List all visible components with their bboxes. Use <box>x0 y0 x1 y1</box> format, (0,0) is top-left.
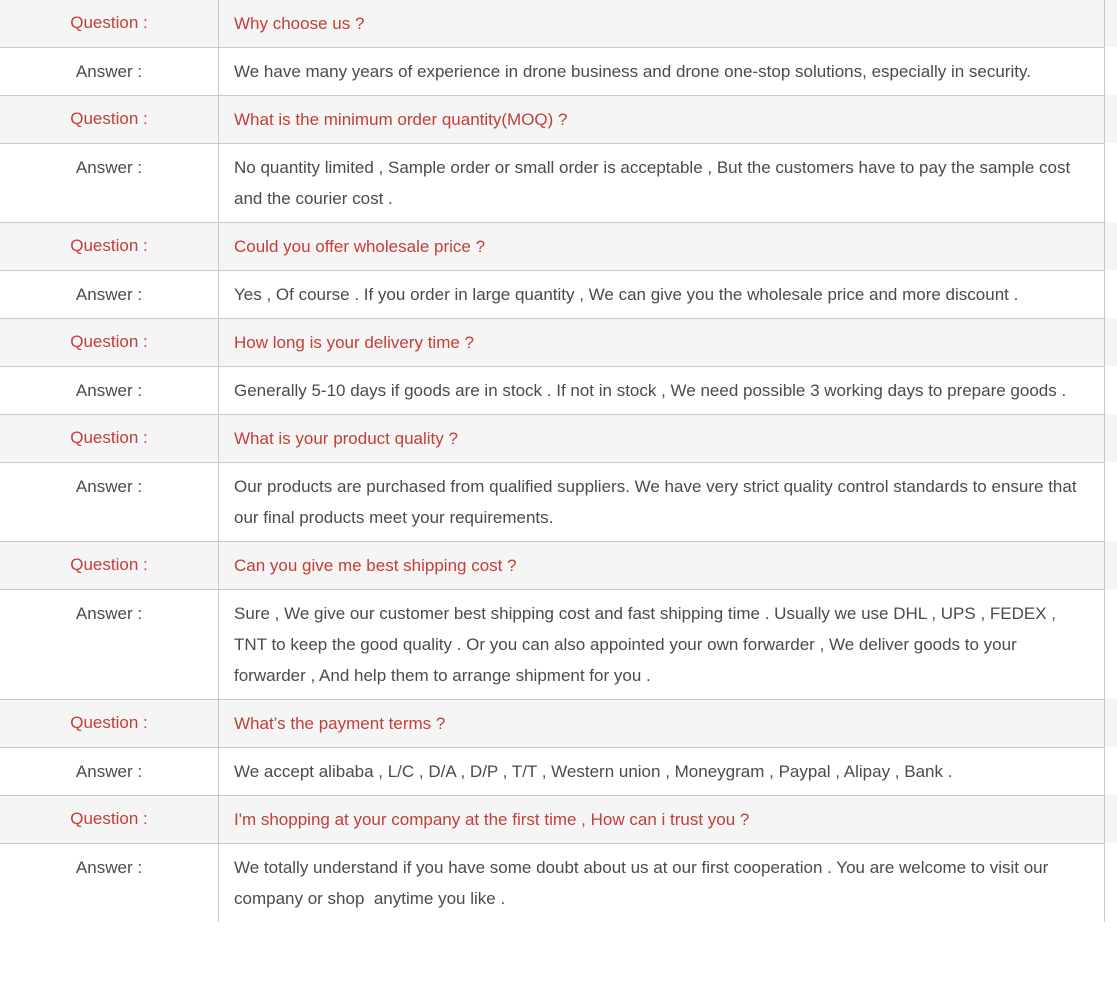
question-label: Question : <box>0 414 219 462</box>
faq-answer-row <box>0 366 1117 414</box>
question-label: Question : <box>0 699 219 747</box>
faq-answer-row <box>0 270 1117 318</box>
question-label: Question : <box>0 95 219 143</box>
row-right-gutter <box>1105 222 1117 270</box>
faq-answer-row <box>0 747 1117 795</box>
answer-label: Answer : <box>0 747 219 795</box>
question-text: How long is your delivery time ? <box>219 318 1105 366</box>
row-right-gutter <box>1105 0 1117 47</box>
row-right-gutter <box>1105 795 1117 843</box>
answer-text: We totally understand if you have some doubt about us at our first cooperation . You are welcome to visit our company or shop anytime you like . <box>219 843 1105 922</box>
faq-question-row <box>0 699 1117 747</box>
question-label: Question : <box>0 541 219 589</box>
question-label: Question : <box>0 222 219 270</box>
faq-question-row <box>0 795 1117 843</box>
faq-answer-row <box>0 47 1117 95</box>
row-right-gutter <box>1105 747 1117 795</box>
answer-label: Answer : <box>0 270 219 318</box>
answer-text: Generally 5-10 days if goods are in stock . If not in stock , We need possible 3 working days to prepare goods . <box>219 366 1105 414</box>
faq-answer-row <box>0 462 1117 541</box>
row-right-gutter <box>1105 843 1117 922</box>
question-text: What is your product quality ? <box>219 414 1105 462</box>
row-right-gutter <box>1105 414 1117 462</box>
faq-answer-row <box>0 843 1117 922</box>
answer-text: We accept alibaba , L/C , D/A , D/P , T/T , Western union , Moneygram , Paypal , Alipay , Bank . <box>219 747 1105 795</box>
question-text: What’s the payment terms ? <box>219 699 1105 747</box>
faq-question-row <box>0 0 1117 47</box>
row-right-gutter <box>1105 589 1117 699</box>
question-text: Why choose us ? <box>219 0 1105 47</box>
row-right-gutter <box>1105 366 1117 414</box>
row-right-gutter <box>1105 699 1117 747</box>
question-text: Can you give me best shipping cost ? <box>219 541 1105 589</box>
faq-answer-row <box>0 589 1117 699</box>
answer-text: Our products are purchased from qualified suppliers. We have very strict quality control standards to ensure that our final products meet your requirements. <box>219 462 1105 541</box>
question-text: What is the minimum order quantity(MOQ) ? <box>219 95 1105 143</box>
answer-text: No quantity limited , Sample order or small order is acceptable , But the customers have to pay the sample cost and the courier cost . <box>219 143 1105 222</box>
answer-label: Answer : <box>0 589 219 699</box>
answer-label: Answer : <box>0 366 219 414</box>
row-right-gutter <box>1105 95 1117 143</box>
row-right-gutter <box>1105 318 1117 366</box>
question-text: Could you offer wholesale price ? <box>219 222 1105 270</box>
answer-text: Sure , We give our customer best shipping cost and fast shipping time . Usually we use DHL , UPS , FEDEX , TNT to keep the good quality . Or you can also appointed your own forwarder , We deliver goods to your forwarder , And help them to arrange shipment for you . <box>219 589 1105 699</box>
answer-text: Yes , Of course . If you order in large quantity , We can give you the wholesale price and more discount . <box>219 270 1105 318</box>
answer-label: Answer : <box>0 47 219 95</box>
faq-question-row <box>0 318 1117 366</box>
row-right-gutter <box>1105 47 1117 95</box>
answer-label: Answer : <box>0 143 219 222</box>
faq-question-row <box>0 541 1117 589</box>
question-label: Question : <box>0 795 219 843</box>
faq-question-row <box>0 222 1117 270</box>
row-right-gutter <box>1105 462 1117 541</box>
row-right-gutter <box>1105 270 1117 318</box>
answer-text: We have many years of experience in drone business and drone one-stop solutions, especially in security. <box>219 47 1105 95</box>
answer-label: Answer : <box>0 843 219 922</box>
faq-question-row <box>0 414 1117 462</box>
answer-label: Answer : <box>0 462 219 541</box>
question-text: I'm shopping at your company at the first time , How can i trust you ? <box>219 795 1105 843</box>
row-right-gutter <box>1105 143 1117 222</box>
faq-question-row <box>0 95 1117 143</box>
row-right-gutter <box>1105 541 1117 589</box>
faq-answer-row <box>0 143 1117 222</box>
question-label: Question : <box>0 0 219 47</box>
question-label: Question : <box>0 318 219 366</box>
